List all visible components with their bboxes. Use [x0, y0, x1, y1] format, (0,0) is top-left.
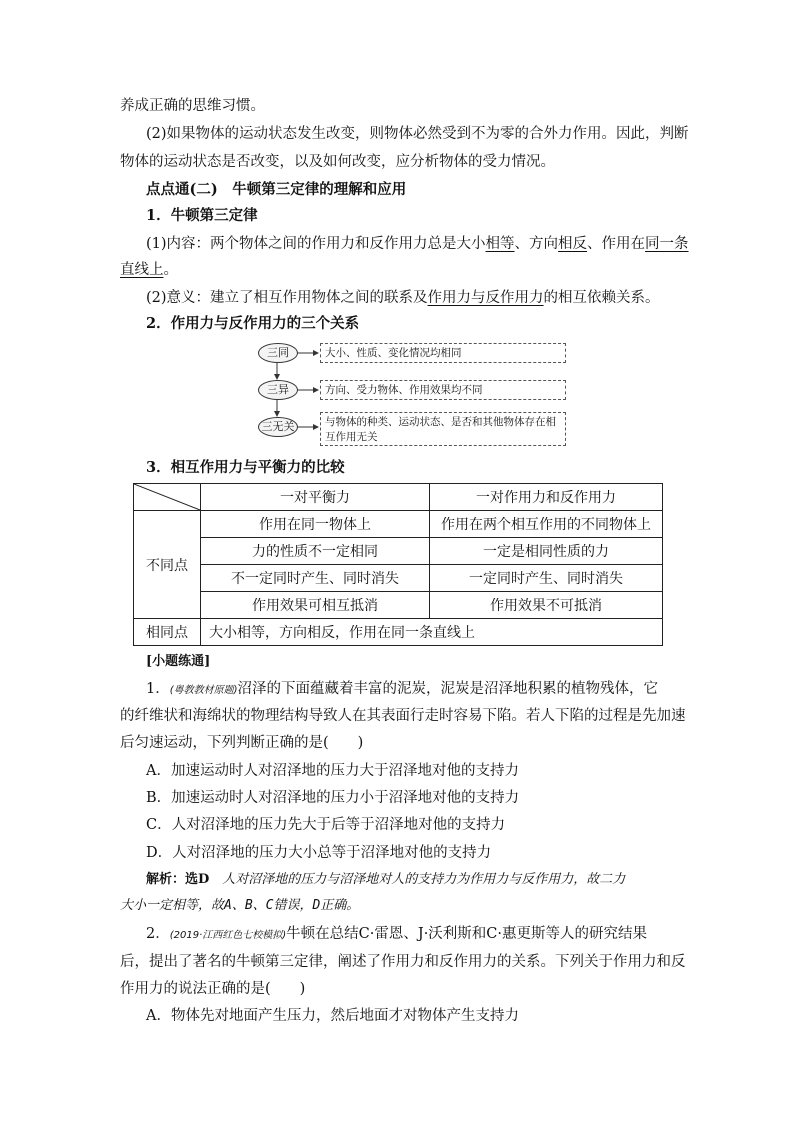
question-1-line: 的纤维状和海绵状的物理结构导致人在其表面行走时容易下陷。若人下陷的过程是先加速: [120, 708, 686, 724]
underlined-term: 直线上: [120, 262, 164, 278]
answer-explanation: [146, 869, 625, 890]
question-2-line: 后，提出了著名的牛顿第三定律，阐述了作用力和反作用力的关系。下列关于作用力和反: [120, 954, 686, 970]
header-balanced-forces: 一对平衡力: [201, 484, 430, 511]
table-row: [134, 565, 663, 592]
question-source: (粤教教材原题): [169, 685, 238, 696]
question-2-line: 作用力的说法正确的是( ): [120, 981, 306, 997]
table-cell: 一定是相同性质的力: [430, 538, 663, 565]
content-paragraph: [146, 234, 689, 254]
node-different: 三异: [258, 380, 298, 400]
text-segment: 的相互依赖关系。: [543, 290, 660, 306]
same-label: 相同点: [134, 619, 201, 646]
text-segment: (2)意义：建立了相互作用物体之间的联系及: [146, 290, 428, 306]
subheading-three-relations: 2．作用力与反作用力的三个关系: [146, 315, 360, 332]
same-text: 大小相等，方向相反，作用在同一条直线上: [201, 619, 663, 646]
box-unrelated: 与物体的种类、运动状态、是否和其他物体存在相互作用无关: [320, 412, 566, 446]
question-1-line: 后匀速运动，下列判断正确的是( ): [120, 735, 364, 751]
table-cell: 作用效果可相互抵消: [201, 592, 430, 619]
option-c: C．人对沼泽地的压力先大于后等于沼泽地对他的支持力: [146, 817, 506, 833]
question-number: 1．: [146, 681, 170, 697]
table-cell: 一定同时产生、同时消失: [430, 565, 663, 592]
underlined-term: 同一条: [645, 236, 689, 252]
underlined-term: 相反: [558, 236, 588, 252]
meaning-paragraph: [146, 288, 660, 308]
box-same: 大小、性质、变化情况均相同: [320, 343, 566, 363]
question-text: 牛顿在总结C·雷恩、J·沃利斯和C·惠更斯等人的研究结果: [286, 926, 647, 942]
text-line: 养成正确的思维习惯。: [120, 98, 265, 114]
text-segment: 、方向: [514, 236, 559, 252]
table-row: [134, 619, 663, 646]
question-number: 2．: [146, 926, 170, 942]
content-paragraph-cont: [120, 260, 178, 280]
question-source: (2019·江西红色七校模拟): [169, 930, 287, 941]
comparison-table: [133, 483, 663, 646]
text-line: 物体的运动状态是否改变，以及如何改变，应分析物体的受力情况。: [120, 154, 555, 170]
option-d: D．人对沼泽地的压力大小总等于沼泽地对他的支持力: [146, 845, 492, 861]
text-segment: (1)内容：两个物体之间的作用力和反作用力总是大小: [146, 236, 486, 252]
question-text: 沼泽的下面蕴藏着丰富的泥炭，泥炭是沼泽地积累的植物残体，它: [237, 681, 659, 697]
table-cell: 作用效果不可抵消: [430, 592, 663, 619]
table-row: [134, 511, 663, 538]
option-a: A．物体先对地面产生压力，然后地面才对物体产生支持力: [146, 1008, 519, 1024]
answer-label: 解析：选D: [146, 872, 210, 887]
answer-text: 大小一定相等，故A、B、C错误，D正确。: [120, 898, 360, 913]
table-row: [134, 538, 663, 565]
answer-text: 人对沼泽地的压力与沼泽地对人的支持力为作用力与反作用力，故二力: [209, 872, 626, 887]
question-2-line: [146, 924, 647, 946]
subheading-newton-third-law: 1．牛顿第三定律: [146, 207, 258, 224]
table-header-row: [134, 484, 663, 511]
node-unrelated: 三无关: [258, 417, 298, 437]
practice-heading: [小题练通]: [146, 654, 211, 669]
text-segment: 、作用在: [587, 236, 646, 252]
table-cell: 作用在同一物体上: [201, 511, 430, 538]
underlined-term: 作用力与反作用力: [427, 290, 544, 306]
option-b: B．加速运动时人对沼泽地的压力小于沼泽地对他的支持力: [146, 790, 520, 806]
text-segment: 。: [163, 262, 178, 278]
text-line: (2)如果物体的运动状态发生改变，则物体必然受到不为零的合外力作用。因此，判断: [146, 126, 689, 142]
table-row: [134, 592, 663, 619]
option-a: A．加速运动时人对沼泽地的压力大于沼泽地对他的支持力: [146, 763, 519, 779]
table-cell: 不一定同时产生、同时消失: [201, 565, 430, 592]
node-same: 三同: [258, 343, 298, 363]
diagonal-line: [134, 484, 200, 510]
table-cell: 力的性质不一定相同: [201, 538, 430, 565]
header-action-reaction: 一对作用力和反作用力: [430, 484, 663, 511]
diagonal-corner-cell: [134, 484, 201, 511]
subheading-comparison: 3．相互作用力与平衡力的比较: [146, 459, 345, 476]
box-different: 方向、受力物体、作用效果均不同: [320, 380, 566, 400]
relations-diagram: [250, 340, 580, 450]
underlined-term: 相等: [485, 236, 515, 252]
section-heading: 点点通(二) 牛顿第三定律的理解和应用: [146, 181, 407, 198]
question-1-line: [146, 679, 658, 701]
diff-label: 不同点: [134, 511, 201, 619]
table-cell: 作用在两个相互作用的不同物体上: [430, 511, 663, 538]
